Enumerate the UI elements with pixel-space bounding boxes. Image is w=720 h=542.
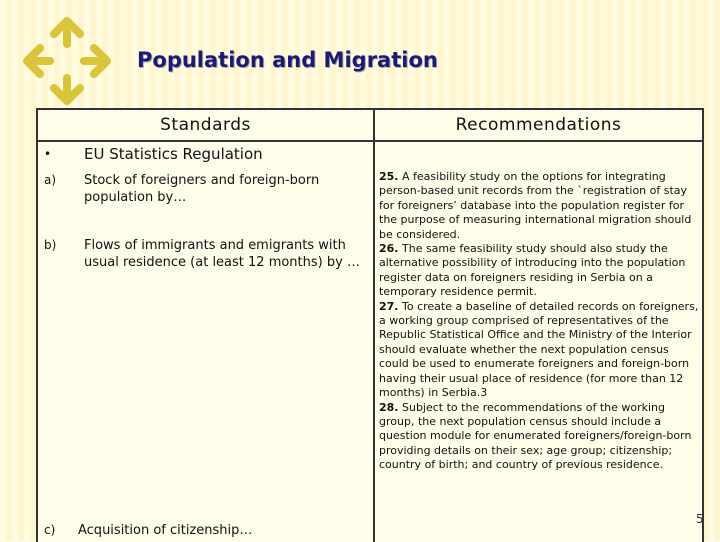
recommendation-text: To create a baseline of detailed records on foreigners, a working group comprised of representatives of the Republic Statistical Office and the Ministry of the Interior should evaluate whether the next population census could be used to enumerate foreigners and foreign-born having their usual place of residence (for more than 12 months) in Serbia.3 (379, 299, 699, 400)
recommendation-text: A feasibility study on the options for integrating person-based unit records from the `registration of stay for foreigners’ database into the population register for the purpose of measuring international migration should be considered. (379, 170, 692, 241)
standards-recommendations-table (36, 108, 704, 542)
header-recommendations: Recommendations (455, 115, 622, 135)
slide-title: Population and Migration (137, 48, 438, 72)
page-number: 5 (696, 512, 704, 526)
recommendation-item (379, 300, 699, 401)
header-standards: Standards (160, 115, 251, 135)
recommendation-item (379, 170, 699, 242)
standard-text: Flows of immigrants and emigrants with usual residence (at least 12 months) by … (84, 238, 360, 270)
recommendation-text: The same feasibility study should also study the alternative possibility of introducing into the population register data on foreigners residing in Serbia on a temporary residence permit. (379, 242, 686, 299)
recommendation-number: 28. (379, 400, 399, 414)
recommendation-item (379, 401, 699, 473)
standard-text: Stock of foreigners and foreign-born population by… (84, 173, 320, 205)
column-divider (373, 110, 375, 542)
header-divider (38, 140, 702, 142)
recommendation-number: 27. (379, 299, 399, 313)
recommendation-number: 26. (379, 242, 399, 256)
recommendation-item (379, 242, 699, 300)
recommendation-number: 25. (379, 170, 399, 183)
standard-marker: a) (44, 173, 57, 187)
standard-marker: b) (44, 238, 57, 252)
standard-text: EU Statistics Regulation (84, 145, 263, 163)
recommendations-list (379, 170, 699, 473)
standard-text: Acquisition of citizenship… (78, 523, 253, 538)
standard-marker: • (44, 147, 52, 161)
four-arrows-logo-icon (22, 16, 112, 106)
recommendation-text: Subject to the recommendations of the working group, the next population census should include a question module for enumerated foreigners/foreign-born providing details on their sex; age group; citizenship; country of birth; and country of previous residence. (379, 400, 692, 472)
standard-marker: c) (44, 523, 56, 537)
